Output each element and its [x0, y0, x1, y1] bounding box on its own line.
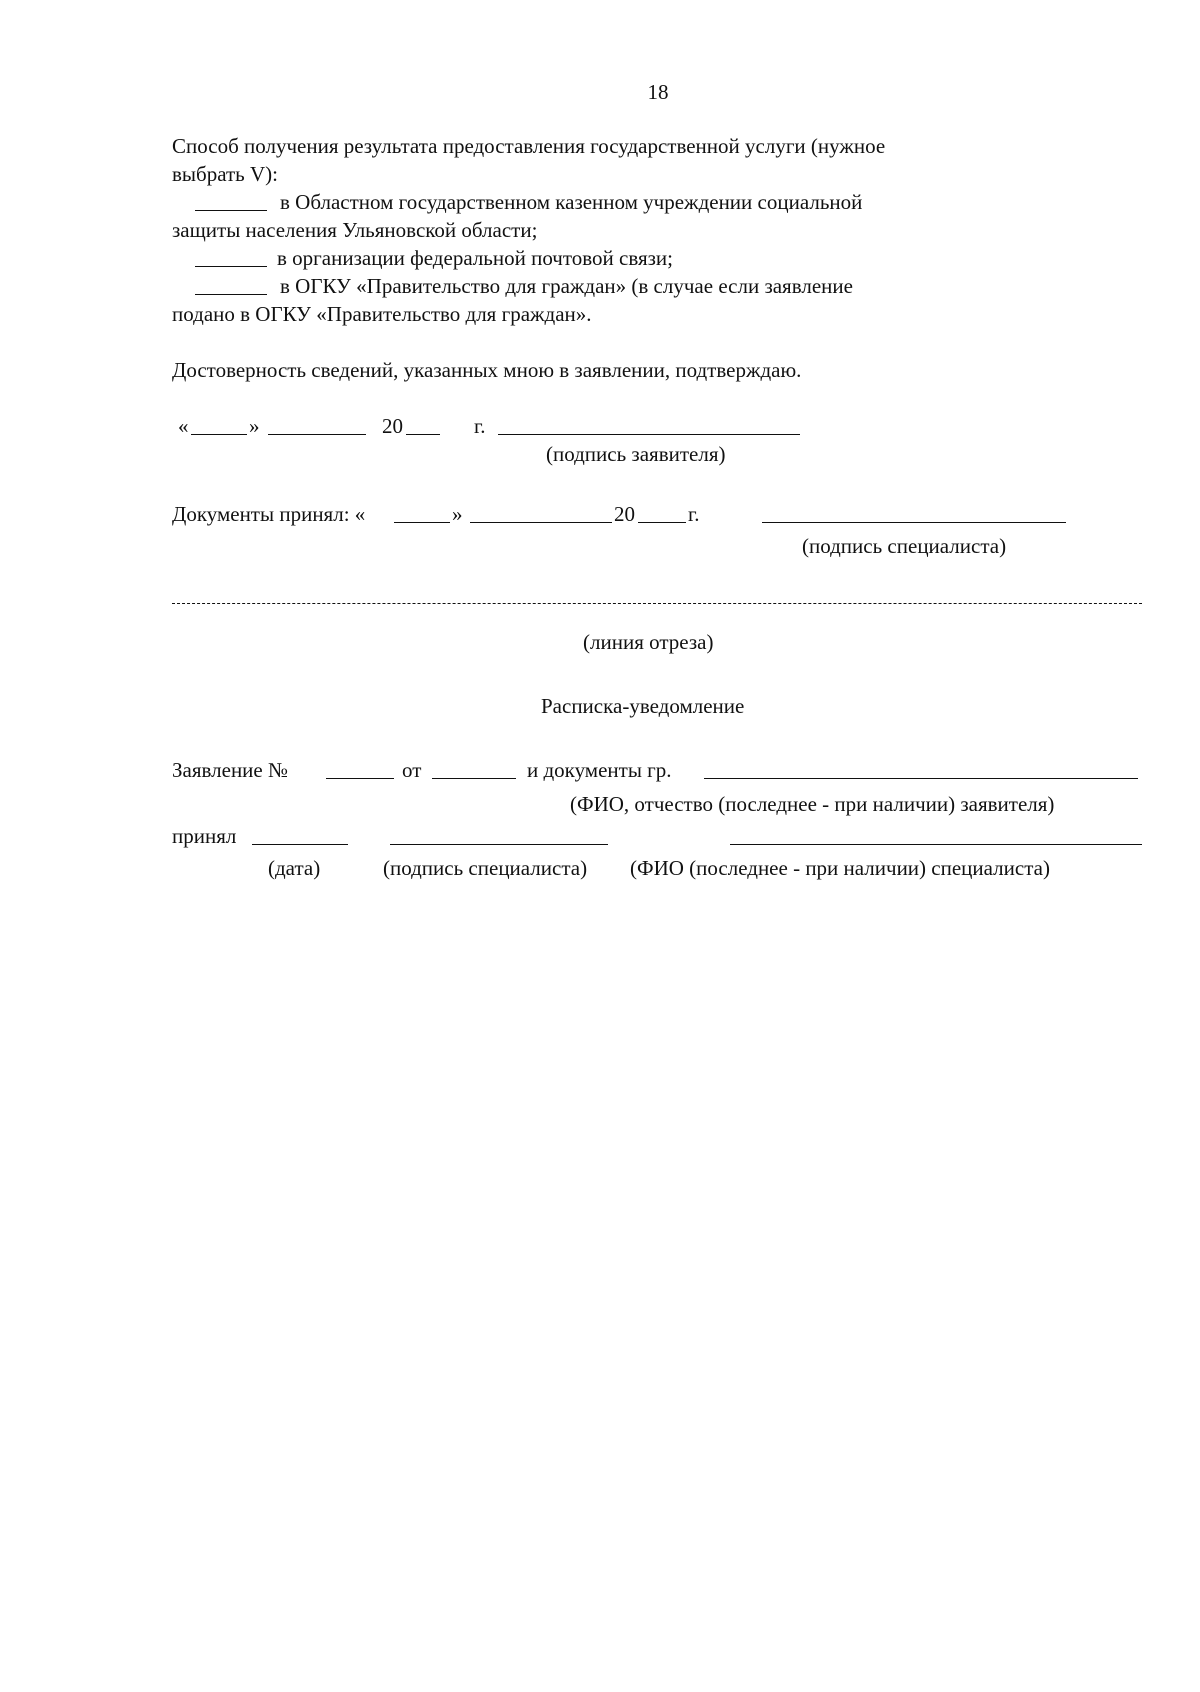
receipt-application-label: Заявление №: [172, 758, 289, 782]
receipt-specialist-signature-field[interactable]: [390, 844, 608, 845]
receipt-specialist-signature-caption: (подпись специалиста): [383, 856, 588, 880]
specialist-fio-caption: (ФИО (последнее - при наличии) специалиста): [630, 856, 1050, 880]
accepted-year-field[interactable]: [638, 522, 686, 523]
application-date-field[interactable]: [432, 778, 516, 779]
specialist-fio-field[interactable]: [730, 844, 1142, 845]
applicant-signature-caption: (подпись заявителя): [546, 442, 726, 466]
option3-checkbox-blank[interactable]: [195, 294, 267, 295]
date-open-quote: «: [178, 414, 189, 438]
option1-checkbox-blank[interactable]: [195, 210, 267, 211]
applicant-signature-field[interactable]: [498, 434, 800, 435]
accepted-date-field[interactable]: [252, 844, 348, 845]
option1-line1: в Областном государственном казенном учреждении социальной: [280, 190, 863, 214]
accepted-year-prefix: 20: [614, 502, 635, 526]
option2-checkbox-blank[interactable]: [195, 266, 267, 267]
receipt-from-label: от: [402, 758, 422, 782]
applicant-fio-field[interactable]: [704, 778, 1138, 779]
application-number-field[interactable]: [326, 778, 394, 779]
confirmation-text: Достоверность сведений, указанных мною в заявлении, подтверждаю.: [172, 358, 802, 382]
cut-line: [172, 603, 1142, 604]
accepted-month-field[interactable]: [470, 522, 612, 523]
option3-line2: подано в ОГКУ «Правительство для граждан».: [172, 302, 592, 326]
receipt-documents-label: и документы гр.: [527, 758, 672, 782]
accepted-year-suffix: г.: [688, 502, 700, 526]
receipt-accepted-label: принял: [172, 824, 237, 848]
option2-label: в организации федеральной почтовой связи;: [277, 246, 674, 270]
date-year-suffix: г.: [474, 414, 486, 438]
applicant-fio-caption: (ФИО, отчество (последнее - при наличии) заявителя): [570, 792, 1055, 816]
option3-line1: в ОГКУ «Правительство для граждан» (в случае если заявление: [280, 274, 853, 298]
method-intro-line2: выбрать V):: [172, 162, 278, 186]
specialist-signature-caption: (подпись специалиста): [802, 534, 1007, 558]
date-year-field[interactable]: [406, 434, 440, 435]
accepted-close-quote: »: [452, 502, 463, 526]
date-month-field[interactable]: [268, 434, 366, 435]
date-close-quote: »: [249, 414, 260, 438]
cut-line-caption: (линия отреза): [583, 630, 714, 654]
date-caption: (дата): [268, 856, 321, 880]
date-day-field[interactable]: [191, 434, 247, 435]
option1-line2: защиты населения Ульяновской области;: [172, 218, 538, 242]
docs-accepted-label: Документы принял: «: [172, 502, 366, 526]
method-intro-line1: Способ получения результата предоставления государственной услуги (нужное: [172, 134, 886, 158]
specialist-signature-field[interactable]: [762, 522, 1066, 523]
receipt-title: Расписка-уведомление: [541, 694, 745, 718]
date-year-prefix: 20: [382, 414, 403, 438]
accepted-day-field[interactable]: [394, 522, 450, 523]
page-number: 18: [647, 80, 669, 104]
